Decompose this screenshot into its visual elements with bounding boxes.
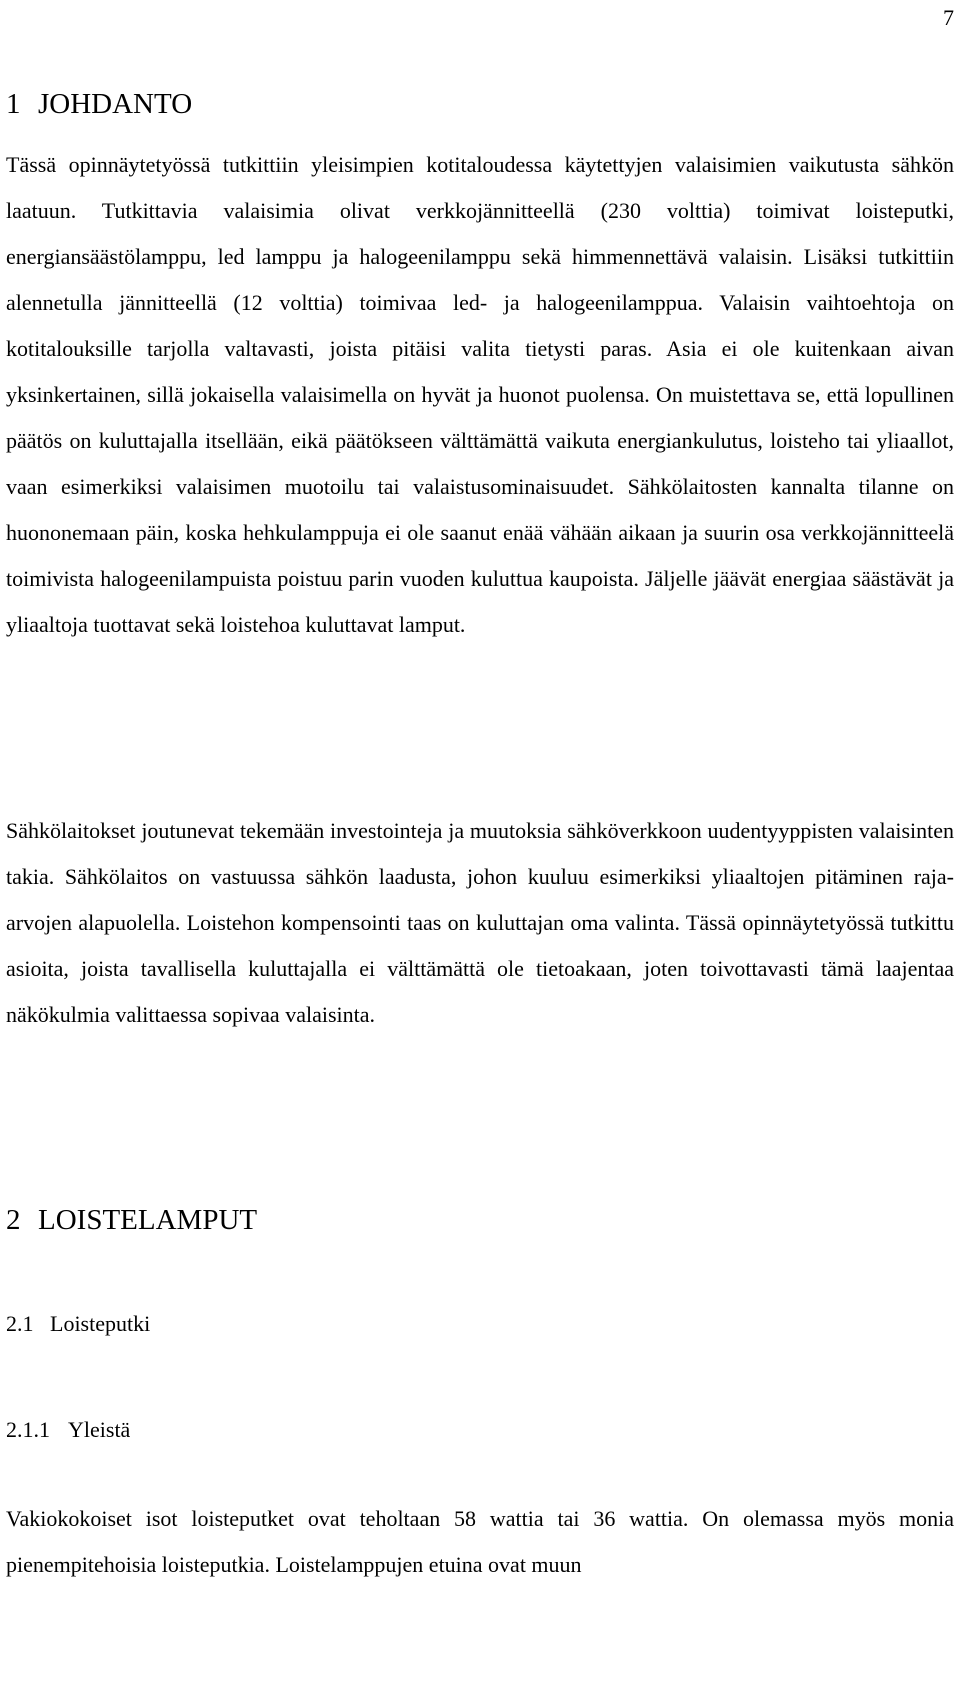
page-number: 7 <box>943 5 954 30</box>
section-2-number: 2 <box>6 1204 21 1236</box>
section-2-title: LOISTELAMPUT <box>38 1204 258 1236</box>
section-2-1-1-heading-wrap <box>6 1416 954 1444</box>
section-2-1-title: Loisteputki <box>50 1311 151 1336</box>
section-1-heading-wrap <box>6 86 954 122</box>
section-2-1-1-paragraph: Vakiokokoiset isot loisteputket ovat teholtaan 58 wattia tai 36 wattia. On olemassa myös monia pienempitehoisia loisteputkia. Loistelamppujen etuina ovat muun <box>6 1506 954 1577</box>
section-1-paragraph-2: Sähkölaitokset joutunevat tekemään investointeja ja muutoksia sähköverkkoon uudentyyppisten valaisinten takia. Sähkölaitos on vastuussa sähkön laadusta, johon kuuluu esimerkiksi yliaaltojen pitäminen raja-arvojen alapuolella. Loistehon kompensointi taas on kuluttajan oma valinta. Tässä opinnäytetyössä tutkittu asioita, joista tavallisella kuluttajalla ei välttämättä ole tietoakaan, joten toivottavasti tämä laajentaa näkökulmia valittaessa sopivaa valaisinta. <box>6 818 954 1027</box>
section-2-1-heading <box>6 1310 954 1338</box>
section-1-paragraph-1-wrap <box>6 142 954 648</box>
section-2-1-number: 2.1 <box>6 1311 34 1336</box>
section-2-1-1-paragraph-wrap <box>6 1496 954 1588</box>
section-2-1-1-number: 2.1.1 <box>6 1417 50 1442</box>
section-2-1-heading-wrap <box>6 1310 954 1338</box>
section-1-number: 1 <box>6 88 21 120</box>
section-2-1-1-heading <box>6 1416 954 1444</box>
section-1-paragraph-1: Tässä opinnäytetyössä tutkittiin yleisimpien kotitaloudessa käytettyjen valaisimien vaikutusta sähkön laatuun. Tutkittavia valaisimia olivat verkkojännitteellä (230 volttia) toimivat loisteputki, energiansäästölamppu, led lamppu ja halogeenilamppu sekä himmennettävä valaisin. Lisäksi tutkittiin alennetulla jännitteellä (12 volttia) toimivaa led- ja halogeenilamppua. Valaisin vaihtoehtoja on kotitalouksille tarjolla valtavasti, joista pitäisi valita tietysti paras. Asia ei ole kuitenkaan aivan yksinkertainen, sillä jokaisella valaisimella on hyvät ja huonot puolensa. On muistettava se, että lopullinen päätös on kuluttajalla itsellään, eikä päätökseen välttämättä vaikuta energiankulutus, loisteho tai yliaallot, vaan esimerkiksi valaisimen muotoilu tai valaistusominaisuudet. Sähkölaitosten kannalta tilanne on huononemaan päin, koska hehkulamppuja ei ole saanut enää vähään aikaan ja suurin osa verkkojännitteelä toimivista halogeenilampuista poistuu parin vuoden kuluttua kaupoista. Jäljelle jäävät energiaa säästävät ja yliaaltoja tuottavat sekä loistehoa kuluttavat lamput. <box>6 152 954 637</box>
section-1-heading <box>6 86 954 122</box>
section-2-heading <box>6 1202 954 1238</box>
section-2-1-1-title: Yleistä <box>68 1417 131 1442</box>
section-1-paragraph-2-wrap <box>6 808 954 1038</box>
section-2-heading-wrap <box>6 1202 954 1238</box>
section-1-title: JOHDANTO <box>38 88 193 120</box>
